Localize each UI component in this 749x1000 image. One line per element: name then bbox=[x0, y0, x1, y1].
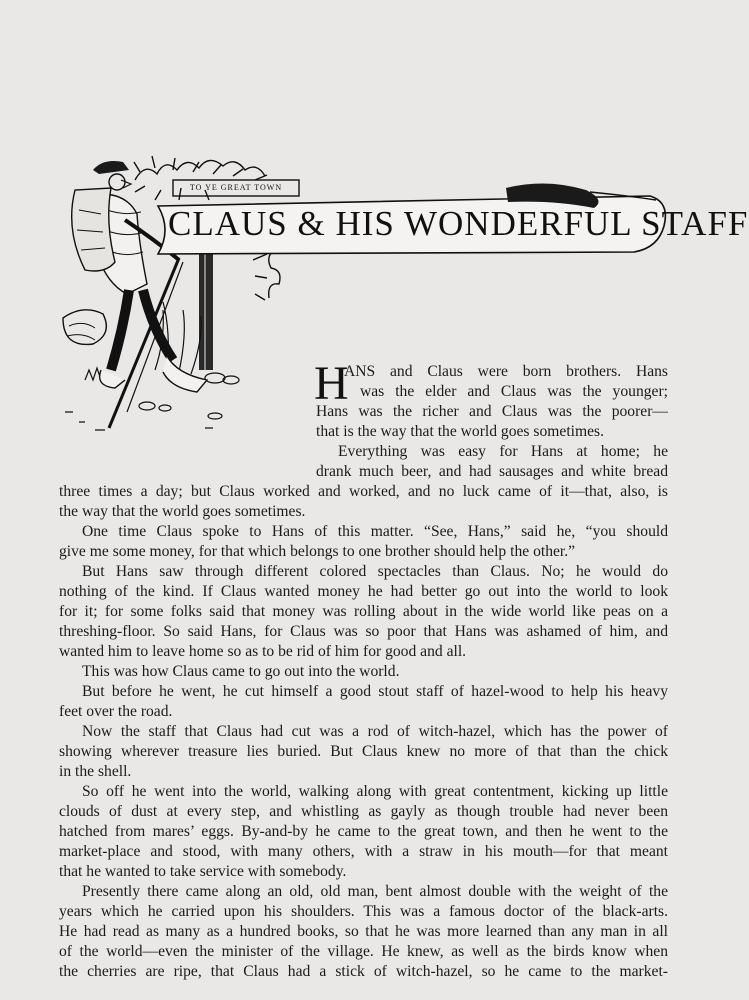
page-title: CLAUS & HIS WONDERFUL STAFF bbox=[168, 204, 749, 243]
story-line: ANS and Claus were born brothers. Hans bbox=[344, 363, 668, 380]
story-line: the way that the world goes sometimes. bbox=[59, 503, 306, 520]
story-line: hatched from mares’ eggs. By-and-by he came to the great town, and then he went to the bbox=[59, 823, 668, 840]
story-line: feet over the road. bbox=[59, 703, 173, 720]
story-line: was the elder and Claus was the younger; bbox=[360, 383, 668, 400]
story-line: that he wanted to take service with somebody. bbox=[59, 863, 347, 880]
story-line: This was how Claus came to go out into the world. bbox=[82, 663, 400, 680]
story-line: in the shell. bbox=[59, 763, 132, 780]
drop-cap: H bbox=[314, 357, 349, 410]
story-line: threshing-floor. So said Hans, for Claus was so poor that Hans was ashamed of him, and bbox=[59, 623, 668, 640]
story-line: He had read as many as a hundred books, so that he was more learned than any man in all bbox=[59, 923, 668, 940]
story-line: showing wherever treasure lies buried. But Claus knew no more of that than the chick bbox=[59, 743, 668, 760]
story-line: So off he went into the world, walking along with great contentment, kicking up little bbox=[82, 783, 668, 800]
story-line: give me some money, for that which belongs to one brother should help the other.” bbox=[59, 543, 576, 560]
story-line: three times a day; but Claus worked and worked, and no luck came of it—that, also, is bbox=[59, 483, 668, 500]
story-line: But before he went, he cut himself a good stout staff of hazel-wood to help his heavy bbox=[82, 683, 668, 700]
story-line: that is the way that the world goes sometimes. bbox=[316, 423, 604, 440]
story-line: wanted him to leave home so as to be rid of him for good and all. bbox=[59, 643, 467, 660]
story-line: of the world—even the minister of the village. He knew, as well as the birds know when bbox=[59, 943, 668, 960]
story-line: But Hans saw through different colored spectacles than Claus. No; he would do bbox=[82, 563, 668, 580]
story-line: Now the staff that Claus had cut was a rod of witch-hazel, which has the power of bbox=[82, 723, 668, 740]
story-line: Presently there came along an old, old man, bent almost double with the weight of the bbox=[82, 883, 668, 900]
story-line: nothing of the kind. If Claus wanted money he had better go out into the world to look bbox=[59, 583, 668, 600]
story-line: the cherries are ripe, that Claus had a stick of witch-hazel, so he came to the market- bbox=[59, 963, 668, 980]
signpost-label: TO YE GREAT TOWN bbox=[189, 183, 283, 192]
story-line: drank much beer, and had sausages and white bread bbox=[316, 463, 668, 480]
story-line: One time Claus spoke to Hans of this matter. “See, Hans,” said he, “you should bbox=[82, 523, 668, 540]
story-line: Hans was the richer and Claus was the poorer— bbox=[316, 403, 668, 420]
story-line: clouds of dust at every step, and whistling as gayly as though trouble had never been bbox=[59, 803, 668, 820]
story-line: years which he carried upon his shoulders. This was a famous doctor of the black-arts. bbox=[59, 903, 668, 920]
story-line: for it; for some folks said that money was rolling about in the wide world like peas on a bbox=[59, 603, 668, 620]
story-line: Everything was easy for Hans at home; he bbox=[338, 443, 668, 460]
story-line: market-place and stood, with many others, with a straw in his mouth—for that meant bbox=[59, 843, 668, 860]
